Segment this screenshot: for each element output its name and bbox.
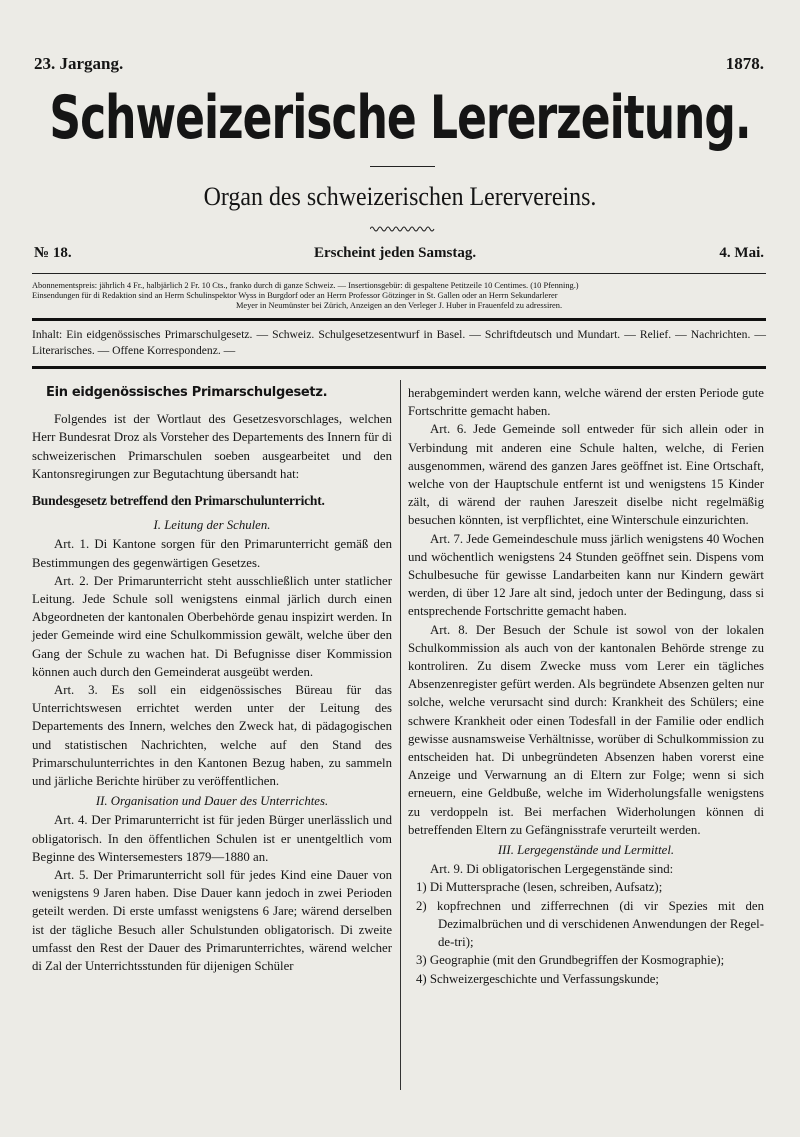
article-intro: Folgendes ist der Wortlaut des Gesetzesvorschlages, welchen Herr Bundesrat Droz als Vorsteher des Departements des Innern für di schweizerischen Primarschulen soeben ausgearbeitet und den Kantonsregirungen zur Begutachtung übersandt hat:: [32, 412, 392, 481]
left-column: [32, 384, 392, 975]
subscription-line-2: Einsendungen für di Redaktion sind an Herrn Schulinspektor Wyss in Burgdorf oder an Herrn Professor Götzinger in St. Gallen oder an Herrn Sekundarlerer: [32, 291, 558, 300]
law-title: Bundesgesetz betreffend den Primarschulunterricht.: [32, 493, 325, 509]
list-item: 3) Geographie (mit den Grundbegriffen der Kosmographie);: [416, 953, 725, 968]
masthead-top: [34, 54, 766, 76]
article-9: Art. 9. Di obligatorischen Lergegenstände sind:: [430, 862, 674, 877]
section-heading-3: III. Lergegenstände und Lermittel.: [497, 843, 675, 858]
list-item: 2) kopfrechnen und zifferrechnen (di vir Spezies mit den Dezimalbrüchen und di verschidenen Anwendungen der Regel-de-tri);: [416, 898, 764, 950]
column-divider: [400, 380, 401, 1090]
newspaper-subtitle: Organ des schweizerischen Lerervereins.: [203, 182, 597, 211]
article-heading: Ein eidgenössisches Primarschulgesetz.: [46, 385, 328, 400]
ornamental-squiggle: [370, 225, 435, 233]
issue-date: 4. Mai.: [719, 245, 764, 261]
article-1: Art. 1. Di Kantone sorgen für den Primarunterricht gemäß den Bestimmungen des gegenwärtigen Gesetzes.: [32, 537, 392, 570]
article-7: Art. 7. Jede Gemeindeschule muss järlich wenigstens 40 Wochen und wöchentlich wenigstens 24 Stunden geöffnet sein. Dispens vom Schulbesuche für gewisse Landarbeiten kann nur Kindern gewärt werden, di über 12 Jare alt sind, jedoch unter der Bedingung, dass si entsprechende Fortschritte gemacht haben.: [408, 531, 764, 619]
article-5: Art. 5. Der Primarunterricht soll für jedes Kind eine Dauer von wenigstens 9 Jaren haben. Dise Dauer kann jedoch in zwei Perioden geteilt werden. Di erste umfasst wenigstens 6 Jare; wärend derselben ist der tägliche Besuch aller Schulstunden obligatorisch. Di zweite umfasst den Rest der Dauer des Primarunterrichtes, wärend welcher di Zal der Unterrichtsstunden für dijenigen Schüler: [32, 868, 392, 974]
title-divider: [370, 166, 435, 167]
subscription-line-1: Abonnementspreis: jährlich 4 Fr., halbjärlich 2 Fr. 10 Cts., franko durch di ganze Schweiz. — Insertionsgebür: di gespaltene Petitzeile 10 Centimes. (10 Pfenning.): [32, 281, 579, 290]
issue-number: № 18.: [34, 245, 72, 261]
volume-label: 23. Jargang.: [34, 54, 124, 73]
issue-line: [34, 245, 764, 267]
list-item: 1) Di Muttersprache (lesen, schreiben, Aufsatz);: [416, 880, 663, 895]
article-6: Art. 6. Jede Gemeinde soll entweder für sich allein oder in Verbindung mit anderen eine Schule halten, welche, di Ferien ausgenommen, wärend des ganzen Jares geöffnet ist. Eine Ortschaft, welche von der Hauptschule entfernt ist und wenigstens 15 Kinder zält, di wärend der rauhen Jareszeit diselbe nicht regelmäßig besuchen könnten, ist verpflichtet, eine Winterschule einzurichten.: [408, 422, 764, 528]
contents-rule-top: [32, 318, 766, 321]
subjects-list: [408, 878, 764, 987]
contents-rule-bottom: [32, 366, 766, 369]
article-8: Art. 8. Der Besuch der Schule ist sowol von der lokalen Schulkommission als auch von der kantonalen Behörde strenge zu kontroliren. Zu disem Zwecke muss vom Lerer ein tägliches Absenzenregister gefürt werden. Als begründete Absenzen gelten nur solche, welche verursacht sind durch: Krankheit des Schülers; eine schwere Krankheit oder einen Todesfall in der Familie oder endlich gewisse ausnamsweise Verhältnisse, worüber di Schulkommission zu entscheiden hat. Di unbegründeten Absenzen haben vorerst eine Anzeige und Verwarnung an di Eltern zur Folge; wenn si sich erneuern, eine Geldbuße, welche im Widerholungsfalle wenigstens zu verdoppeln ist. Bei merfachen Widerholungen können di betreffenden Eltern zu Gefängnisstrafe verurteilt werden.: [408, 622, 764, 837]
subscription-info: [32, 281, 766, 311]
section-heading-1: I. Leitung der Schulen.: [153, 518, 271, 533]
issue-frequency: Erscheint jeden Samstag.: [314, 245, 477, 261]
year-label: 1878.: [725, 54, 764, 73]
article-2: Art. 2. Der Primarunterricht steht ausschließlich unter statlicher Leitung. Jede Schule soll wenigstens einmal järlich durch einen Abgeordneten der kantonalen Oberbehörde genau inspizirt werden. In jeder Gemeinde wird eine Schulkommission gewält, welche über den Gang der Schule zu wachen hat. Di Befugnisse diser Kommission können auch durch den Gemeinderat ausgeübt werden.: [32, 573, 392, 679]
article-5-continued: herabgemindert werden kann, welche wärend der ersten Periode gute Fortschritte gemacht haben.: [408, 386, 764, 419]
article-3: Art. 3. Es soll ein eidgenössisches Büreau für das Unterrichtswesen errichtet werden unter der Leitung des Departements des Innern, welches den Zweck hat, di pädagogischen und statistischen Nachrichten, welche auf den Stand des Primarschulunterrichtes in den Kantonen Bezug haben, zu sammeln und järliche Berichte hirüber zu veröffentlichen.: [32, 683, 392, 789]
list-item: 4) Schweizergeschichte und Verfassungskunde;: [416, 971, 659, 986]
newspaper-title: Schweizerische Lererzeitung.: [49, 84, 751, 153]
article-4: Art. 4. Der Primarunterricht ist für jeden Bürger unerlässlich und obligatorisch. In den öffentlichen Schulen ist er unentgeltlich vom Beginne des Wintersemesters 1879—1880 an.: [32, 813, 392, 864]
table-of-contents: Inhalt: Ein eidgenössisches Primarschulgesetz. — Schweiz. Schulgesetzesentwurf in Basel. — Schriftdeutsch und Mundart. — Relief. — Nachrichten. — Literarisches. — Offene Korrespondenz. —: [32, 328, 766, 357]
subscription-line-3: Meyer in Neumünster bei Zürich, Anzeigen an den Verleger J. Huber in Frauenfeld zu adressiren.: [235, 301, 563, 310]
right-column: [408, 384, 764, 988]
section-heading-2: II. Organisation und Dauer des Unterrichtes.: [95, 794, 329, 809]
header-rule: [32, 273, 766, 274]
